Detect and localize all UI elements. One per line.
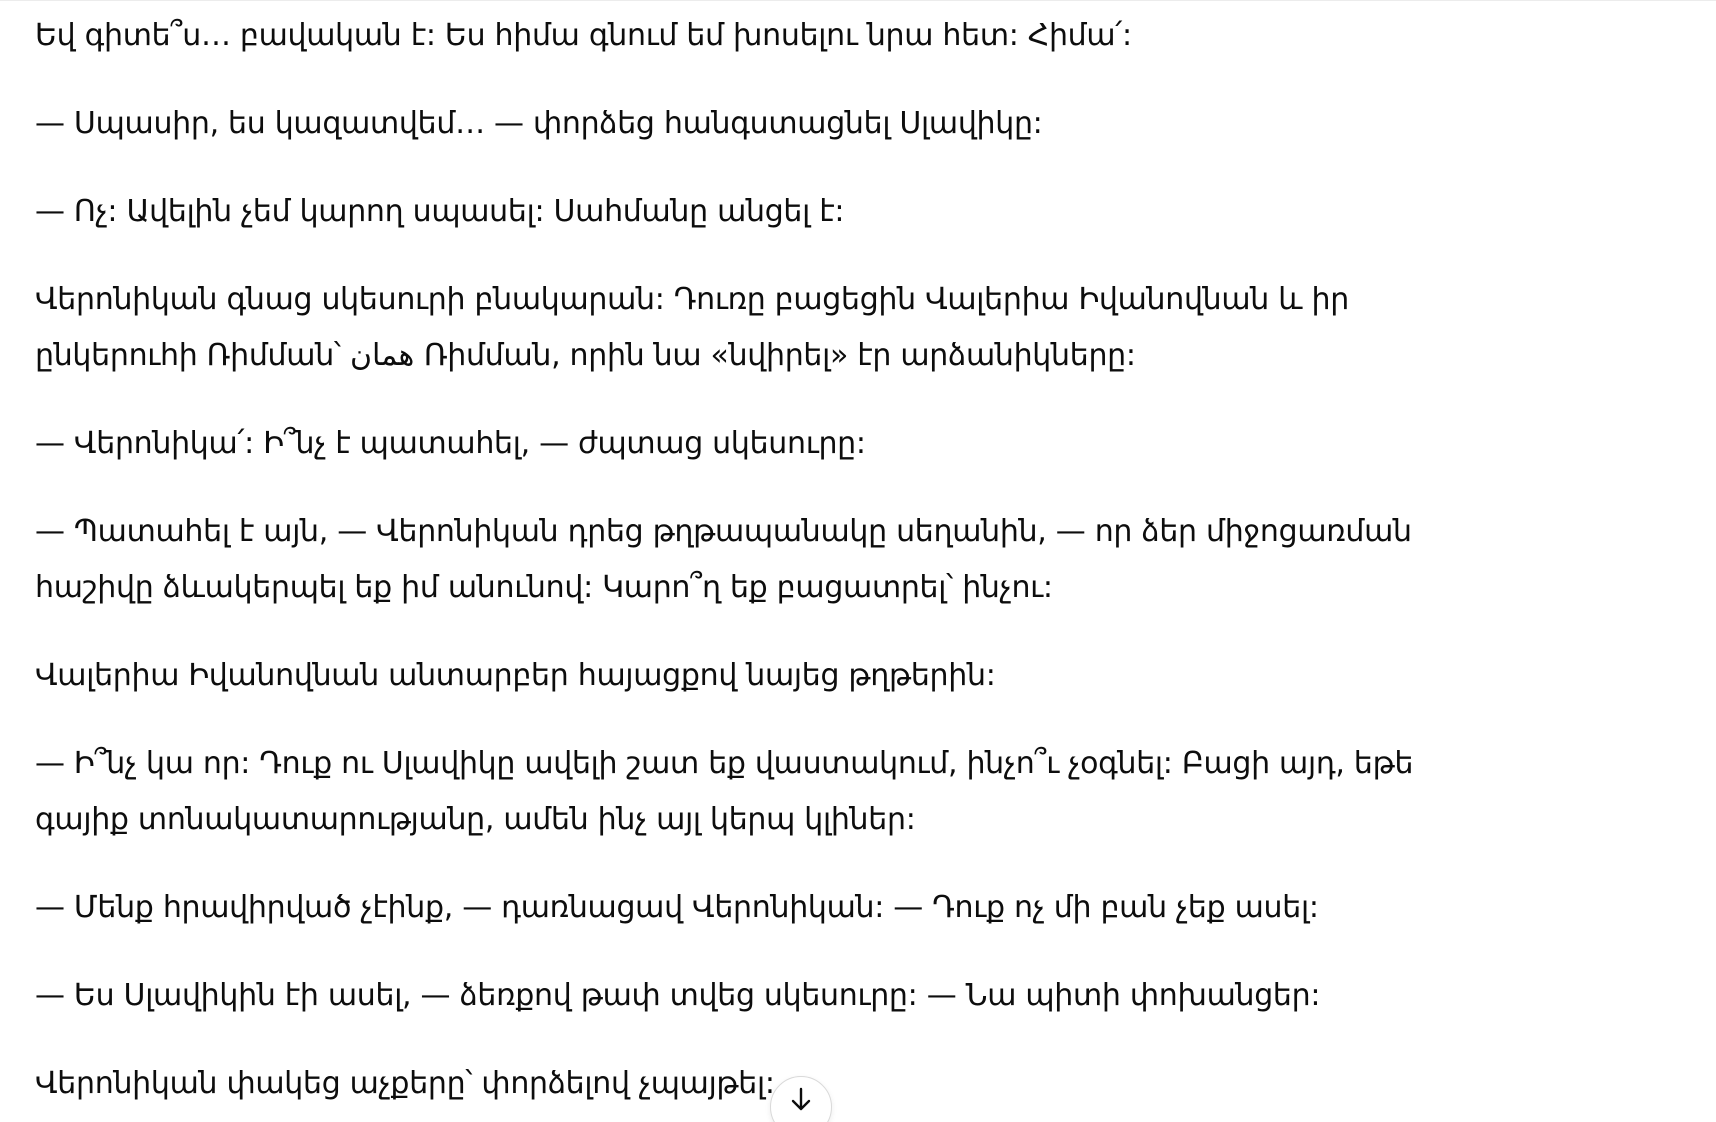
message-paragraph: Վերոնիկան գնաց սկեսուրի բնակարան: Դուռը բացեցին Վալերիա Իվանովնան և իր ընկերուհի Ռիմման՝ همان Ռիմման, որին նա «նվիրել» էր արձանիկները: <box>35 282 1359 373</box>
message-paragraph: — Ոչ: Ավելին չեմ կարող սպասել: Սահմանը անցել է: <box>35 194 845 229</box>
message-paragraph: — Սպասիր, ես կազատվեմ… — փորձեց հանգստացնել Սլավիկը: <box>35 106 1043 141</box>
message-paragraph: — Ի՞նչ կա որ: Դուք ու Սլավիկը ավելի շատ եք վաստակում, ինչո՞ւ չօգնել: Բացի այդ, եթե գայիք տոնակատարությանը, ամեն ինչ այլ կերպ կլիներ: <box>35 746 1423 837</box>
message-paragraph: — Ես Սլավիկին էի ասել, — ձեռքով թափ տվեց սկեսուրը: — Նա պիտի փոխանցեր: <box>35 978 1321 1013</box>
message-paragraph: Վալերիա Իվանովնան անտարբեր հայացքով նայեց թղթերին: <box>35 658 996 693</box>
message-paragraph: Եվ գիտե՞ս… բավական է: Ես հիմա գնում եմ խոսելու նրա հետ: Հիմա՛: <box>35 18 1132 53</box>
arrow-down-icon <box>786 1085 816 1115</box>
message-content <box>35 8 1495 1122</box>
message-paragraph: — Պատահել է այն, — Վերոնիկան դրեց թղթապանակը սեղանին, — որ ձեր միջոցառման հաշիվը ձևակերպել եք իմ անունով: Կարո՞ղ եք բացատրել՝ ինչու: <box>35 514 1421 605</box>
message-paragraph: — Մենք հրավիրված չէինք, — դառնացավ Վերոնիկան: — Դուք ոչ մի բան չեք ասել: <box>35 890 1319 925</box>
message-paragraph: Վերոնիկան փակեց աչքերը՝ փորձելով չպայթել: <box>35 1066 775 1101</box>
message-paragraph: — Վերոնիկա՛: Ի՞նչ է պատահել, — ժպտաց սկեսուրը: <box>35 426 866 461</box>
top-divider <box>0 0 1716 1</box>
